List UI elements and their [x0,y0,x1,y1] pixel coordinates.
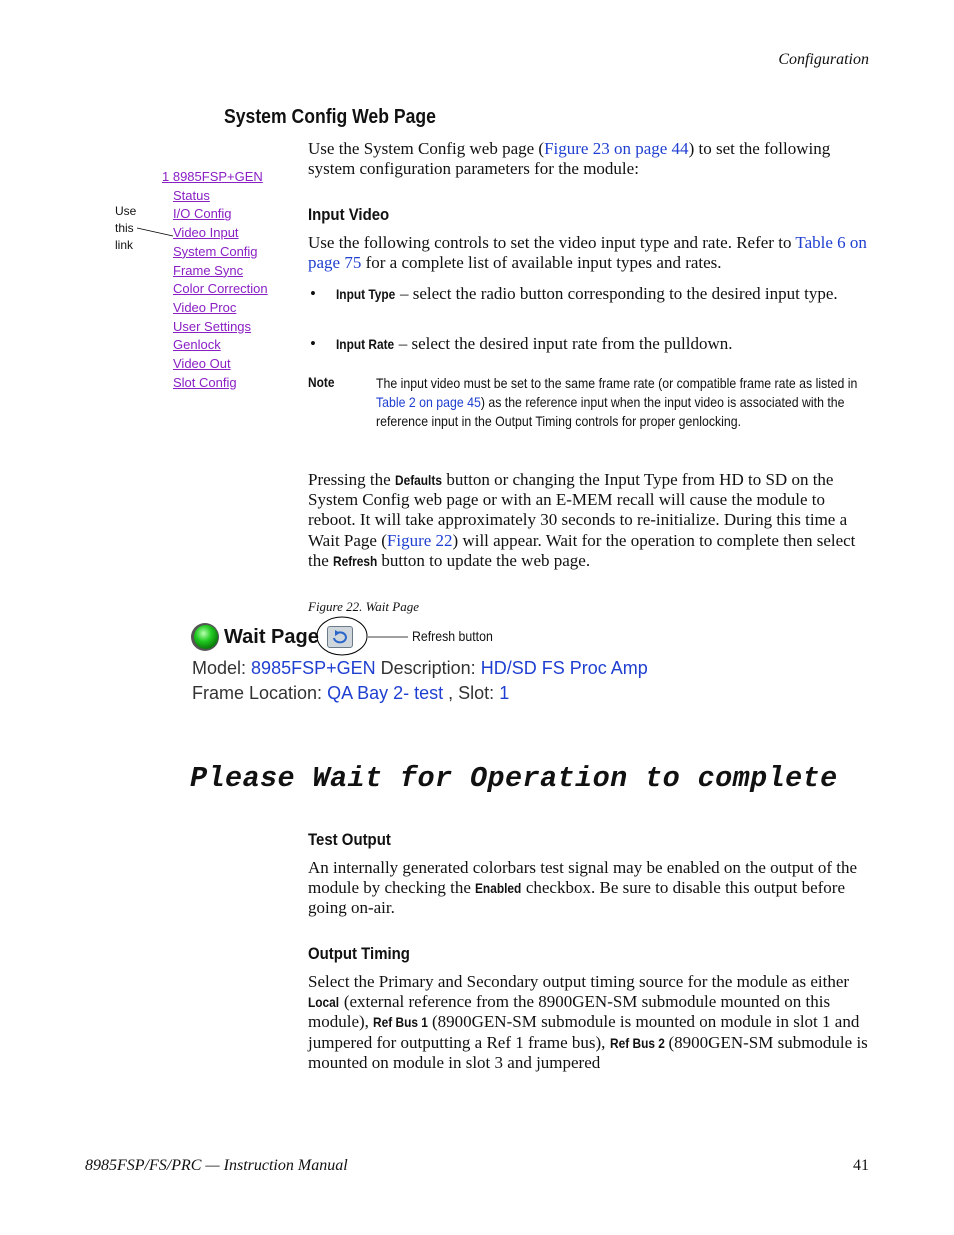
page-number: 41 [853,1157,869,1174]
note-text: The input video must be set to the same frame rate (or compatible frame rate as listed in Table 2 on page 45) as the reference input when the input video is associated with the reference input in the Output Timing controls for proper genlocking. [376,375,858,429]
nav-item-video-proc[interactable]: Video Proc [173,299,237,315]
defaults-keyword: Defaults [394,472,442,488]
figure-22-link[interactable]: Figure 22 [386,530,453,550]
table-6-link[interactable]: Table 6 on page 75 [308,233,867,273]
refresh-keyword: Refresh [333,552,378,569]
please-wait-message: Please Wait for Operation to complete [190,762,838,795]
figure-23-link[interactable]: Figure 23 on page 44 [544,139,689,158]
nav-item-genlock[interactable]: Genlock [173,337,221,353]
figure-caption: Figure 22. Wait Page [308,599,419,614]
nav-item-status[interactable]: Status [173,187,210,203]
nav-tree [162,168,268,392]
nav-item-color-correction[interactable]: Color Correction [173,281,268,297]
wait-page-title: Wait Page [224,626,319,648]
nav-item-video-input[interactable]: Video Input [173,225,239,241]
refresh-leader-line [368,632,410,642]
bullet-input-rate: Input Rate – select the desired input rate from the pulldown. [336,334,733,353]
nav-item-io-config[interactable]: I/O Config [173,206,232,222]
local-keyword: Local [308,994,340,1011]
section-title: System Config Web Page [224,106,436,128]
bullet-icon: • [310,284,316,303]
ref-bus-2-keyword: Ref Bus 2 [609,1034,665,1051]
output-timing-paragraph: Select the Primary and Secondary output timing source for the module as either Local (external reference from the 8900GEN-SM submodule mounted on this module), Ref Bus 1 (8900GEN-SM submodule is mounted on module in slot 1 and jumpered for outputting a Ref 1 frame bus), Ref Bus 2 (8900GEN-SM submodule is mounted on module in slot 3 and jumpered [308,972,868,1072]
nav-item-user-settings[interactable]: User Settings [173,318,252,334]
frame-location-line: Frame Location: QA Bay 2- test , Slot: 1 [192,683,510,703]
defaults-paragraph: Pressing the Defaults button or changing the Input Type from HD to SD on the System Config web page or with an E-MEM recall will cause the module to reboot. It will take approximately 30 seconds to re-initialize. During this time a Wait Page (Figure 22) will appear. Wait for the operation to complete then select the Refresh button to update the web page. [308,470,856,570]
nav-item-module[interactable]: 1 8985FSP+GEN [162,169,263,184]
nav-item-frame-sync[interactable]: Frame Sync [173,262,244,278]
input-video-paragraph: Use the following controls to set the video input type and rate. Refer to Table 6 on page 75 for a complete list of available input types and rates. [308,233,867,273]
intro-paragraph: Use the System Config web page (Figure 23 on page 44) to set the following system configuration parameters for the module: [308,139,831,179]
ref-bus-1-keyword: Ref Bus 1 [373,1014,429,1031]
enabled-keyword: Enabled [475,880,522,897]
nav-item-slot-config[interactable]: Slot Config [173,374,237,390]
running-header: Configuration [778,51,869,68]
footer-manual-title: 8985FSP/FS/PRC — Instruction Manual [85,1157,348,1174]
note-label: Note [308,374,335,390]
nav-callout: Use this link [115,204,137,252]
test-output-paragraph: An internally generated colorbars test signal may be enabled on the output of the module by checking the Enabled checkbox. Be sure to disable this output before going on-air. [308,858,858,918]
bullet-icon: • [310,334,316,353]
test-output-heading: Test Output [308,830,391,849]
refresh-button[interactable] [327,626,353,648]
table-2-link[interactable]: Table 2 on page 45 [376,393,481,410]
model-line: Model: 8985FSP+GEN Description: HD/SD FS Proc Amp [192,658,648,678]
callout-leader-line [136,226,176,240]
refresh-icon [328,627,352,647]
nav-item-system-config[interactable]: System Config [173,243,258,259]
nav-item-video-out[interactable]: Video Out [173,356,231,372]
bullet-input-type: Input Type – select the radio button corresponding to the desired input type. [336,284,838,303]
output-timing-heading: Output Timing [308,944,410,963]
status-light-icon [190,622,222,654]
refresh-callout-label: Refresh button [412,628,493,644]
input-video-heading: Input Video [308,205,390,224]
